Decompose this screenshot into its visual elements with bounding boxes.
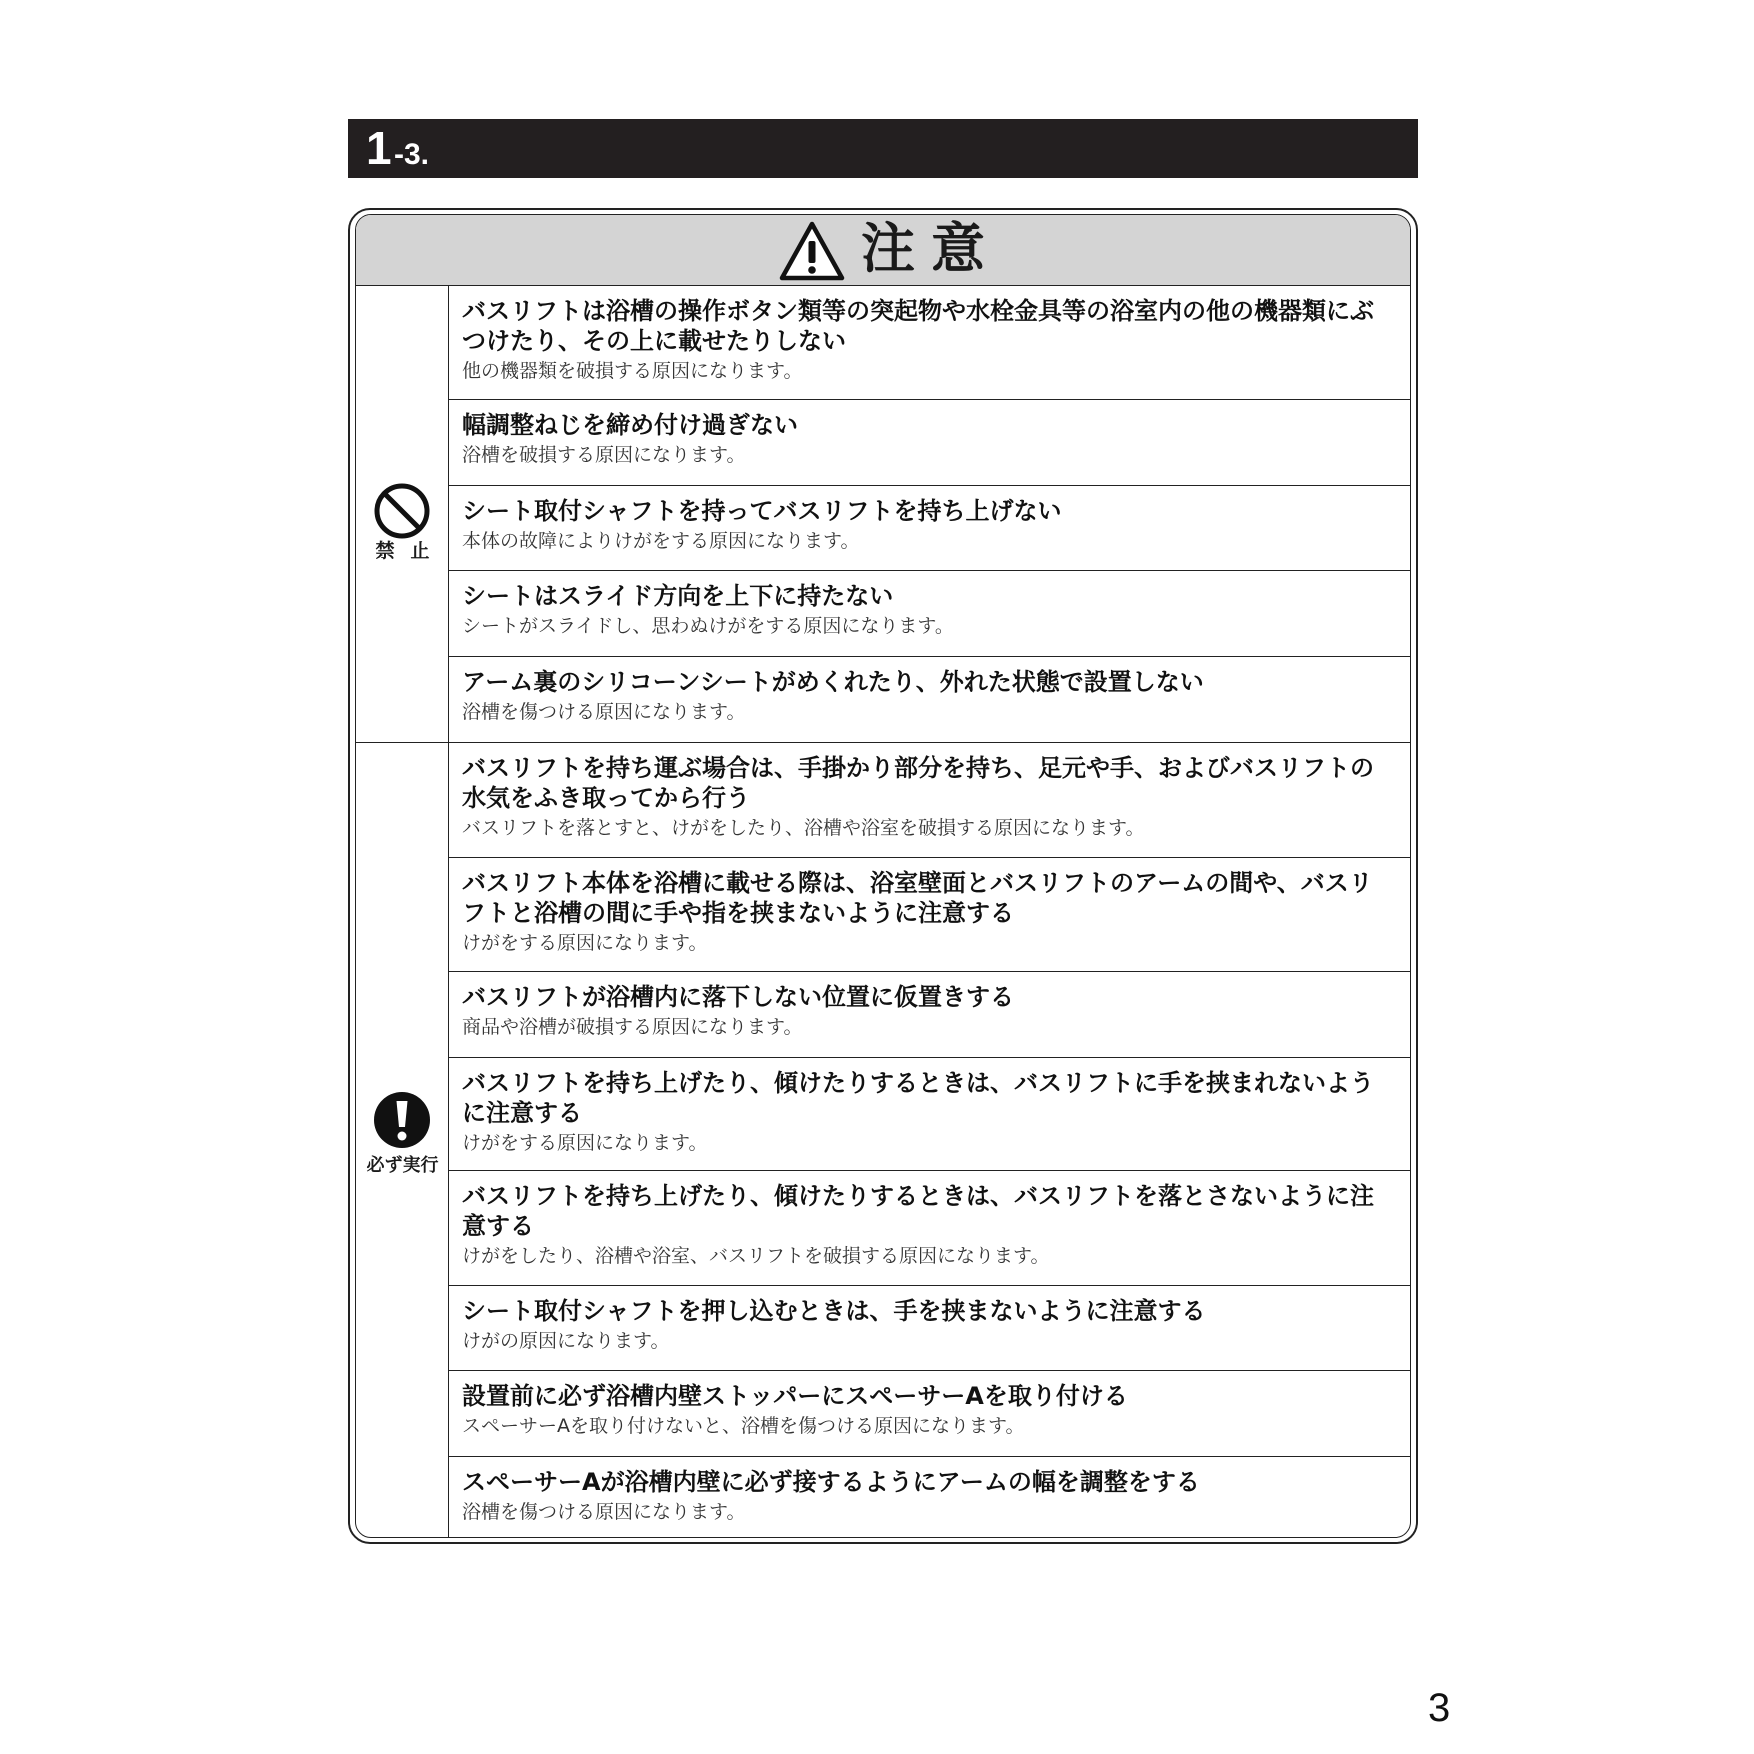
caution-item-main: シートはスライド方向を上下に持たない	[462, 582, 894, 610]
exclamation-circle-icon	[373, 1091, 431, 1149]
caution-item-main: バスリフトが浴槽内に落下しない位置に仮置きする	[462, 983, 1014, 1011]
caution-item-note: 本体の故障によりけがをする原因になります。	[462, 530, 860, 552]
caution-item-main: バスリフトは浴槽の操作ボタン類等の突起物や水栓金具等の浴室内の他の機器類にぶつけたり、その上に載せたりしない	[462, 297, 1374, 355]
caution-item-main: アーム裏のシリコーンシートがめくれたり、外れた状態で設置しない	[462, 668, 1204, 696]
caution-item-note: 浴槽を傷つける原因になります。	[462, 1501, 746, 1523]
caution-item-main: スペーサーAが浴槽内壁に必ず接するようにアームの幅を調整をする	[462, 1468, 1200, 1496]
caution-item	[449, 286, 1410, 400]
prohibition-icon	[373, 482, 431, 540]
caution-item-main: 設置前に必ず浴槽内壁ストッパーにスペーサーAを取り付ける	[462, 1382, 1128, 1410]
caution-item	[449, 1371, 1410, 1457]
warning-triangle-icon	[779, 221, 845, 281]
prohibit-icon-column	[356, 286, 449, 742]
caution-item	[449, 1171, 1410, 1286]
caution-item-note: 浴槽を破損する原因になります。	[462, 444, 746, 466]
caution-item-main: 幅調整ねじを締め付け過ぎない	[462, 411, 798, 439]
caution-item-note: けがをしたり、浴槽や浴室、バスリフトを破損する原因になります。	[462, 1245, 1050, 1267]
caution-item-note: バスリフトを落とすと、けがをしたり、浴槽や浴室を破損する原因になります。	[462, 817, 1145, 839]
caution-item-note: 商品や浴槽が破損する原因になります。	[462, 1016, 803, 1038]
caution-item-main: バスリフトを持ち運ぶ場合は、手掛かり部分を持ち、足元や手、およびバスリフトの水気をふき取ってから行う	[462, 754, 1374, 812]
prohibit-label: 禁止	[375, 540, 446, 562]
caution-item-main: バスリフトを持ち上げたり、傾けたりするときは、バスリフトに手を挟まれないように注意する	[462, 1069, 1374, 1127]
mandatory-group	[356, 743, 1410, 1538]
caution-item	[449, 972, 1410, 1058]
caution-item-main: シート取付シャフトを持ってバスリフトを持ち上げない	[462, 497, 1062, 525]
caution-item-note: 浴槽を傷つける原因になります。	[462, 701, 746, 723]
section-heading-bar	[348, 119, 1418, 178]
page-number: 3	[1428, 1686, 1451, 1730]
caution-item	[449, 858, 1410, 972]
caution-item	[449, 1457, 1410, 1538]
caution-item-note: けがをする原因になります。	[462, 1132, 708, 1154]
mandatory-icon-column	[356, 743, 449, 1538]
prohibit-group	[356, 286, 1410, 743]
caution-item	[449, 400, 1410, 486]
caution-box	[355, 214, 1411, 1538]
caution-item	[449, 571, 1410, 657]
caution-item	[449, 743, 1410, 858]
section-number: 1	[366, 122, 392, 174]
caution-item	[449, 1058, 1410, 1171]
caution-item-main: バスリフトを持ち上げたり、傾けたりするときは、バスリフトを落とさないように注意する	[462, 1182, 1374, 1240]
caution-item-note: 他の機器類を破損する原因になります。	[462, 360, 803, 382]
caution-item	[449, 486, 1410, 571]
caution-item	[449, 1286, 1410, 1371]
caution-title: 注意	[861, 217, 1001, 280]
caution-item-main: シート取付シャフトを押し込むときは、手を挟まないように注意する	[462, 1297, 1206, 1325]
caution-header	[356, 215, 1410, 286]
mandatory-label: 必ず実行	[366, 1155, 439, 1176]
caution-item-note: けがの原因になります。	[462, 1330, 670, 1352]
section-subnumber: -3.	[394, 138, 430, 171]
caution-item-note: けがをする原因になります。	[462, 932, 708, 954]
caution-item-note: スペーサーAを取り付けないと、浴槽を傷つける原因になります。	[462, 1415, 1025, 1437]
caution-item-main: バスリフト本体を浴槽に載せる際は、浴室壁面とバスリフトのアームの間や、バスリフトと浴槽の間に手や指を挟まないように注意する	[462, 869, 1373, 927]
caution-item-note: シートがスライドし、思わぬけがをする原因になります。	[462, 615, 954, 637]
caution-item	[449, 657, 1410, 743]
